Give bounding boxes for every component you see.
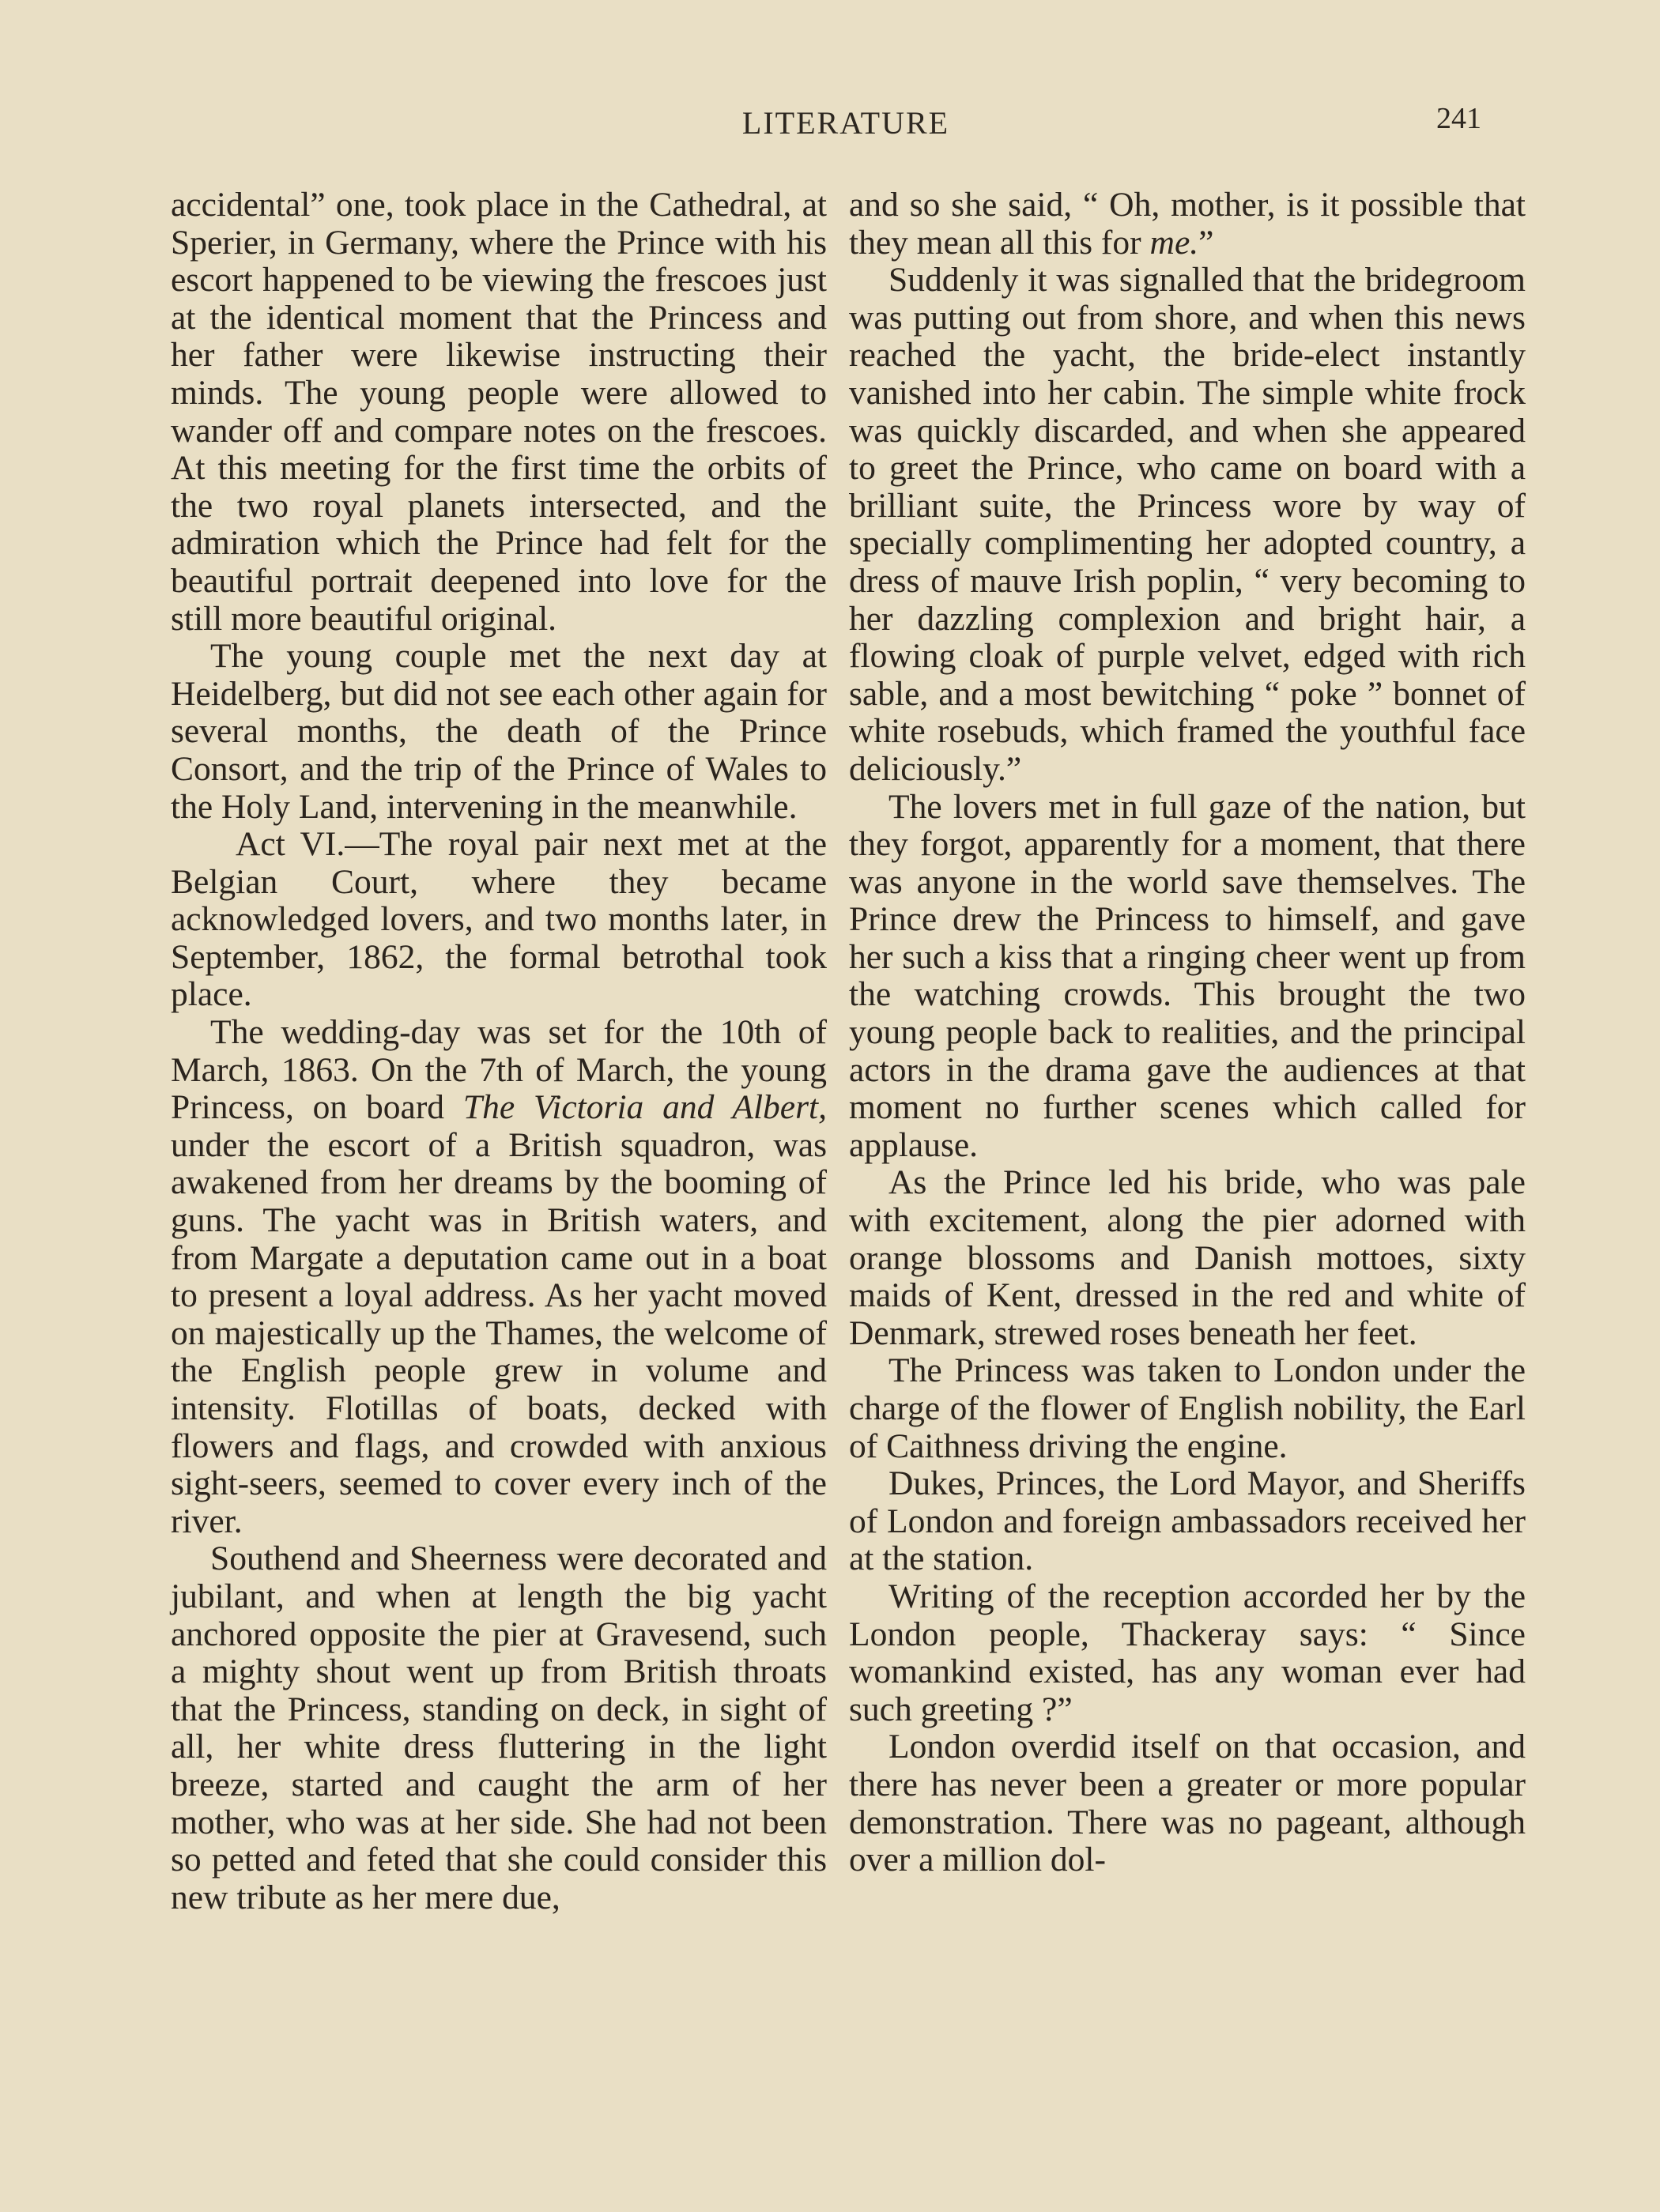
ship-name: The Victoria and Albert, xyxy=(462,1088,827,1127)
paragraph xyxy=(171,1014,827,1540)
paragraph: As the Prince led his bride, who was pale with excitement, along the pier adorned with orange blossoms and Danish mottoes, sixty maids of Kent, dressed in the red and white of Denmark, strewed roses beneath her feet. xyxy=(849,1163,1526,1352)
paragraph-text: ” xyxy=(1198,223,1214,262)
paragraph-text: The wedding-day was set for the 10th of March, 1863. On the 7th of March, the young Princess, on board xyxy=(171,1013,827,1127)
paragraph: Act VI.—The royal pair next met at the Belgian Court, where they became acknowledged lovers, and two months later, in September, 1862, the formal betrothal took place. xyxy=(171,825,827,1014)
paragraph: Southend and Sheerness were decorated and jubilant, and when at length the big yacht anchored opposite the pier at Gravesend, such a mighty shout went up from British throats that the Princess, standing on deck, in sight of all, her white dress fluttering in the light breeze, started and caught the arm of her mother, who was at her side. She had not been so petted and feted that she could consider this new tribute as her mere due, xyxy=(171,1539,827,1916)
paragraph: The lovers met in full gaze of the nation, but they forgot, apparently for a moment, that there was anyone in the world save themselves. The Prince drew the Princess to himself, and gave her such a kiss that a ringing cheer went up from the watching crowds. This brought the two young people back to realities, and the principal actors in the drama gave the audiences at that moment no further scenes which called for applause. xyxy=(849,787,1526,1164)
paragraph xyxy=(849,187,1526,262)
emphasis: me. xyxy=(1149,223,1199,262)
page-number: 241 xyxy=(1436,102,1481,135)
left-column xyxy=(171,187,827,1916)
paragraph-text: under the escort of a British squadron, was awakened from her dreams by the booming of guns. The yacht was in British waters, and from Margate a deputation came out in a boat to present a loyal address. As her yacht moved on majestically up the Thames, the welcome of the English people grew in volume and intensity. Flotillas of boats, decked with flowers and flags, and crowded with anxious sight-seers, seemed to cover every inch of the river. xyxy=(171,1125,827,1540)
paragraph: accidental” one, took place in the Cathedral, at Sperier, in Germany, where the Prince with his escort happened to be viewing the frescoes just at the identical moment that the Princess and her father were likewise instructing their minds. The young people were allowed to wander off and compare notes on the frescoes. At this meeting for the first time the orbits of the two royal planets intersected, and the admiration which the Prince had felt for the beautiful portrait deepened into love for the still more beautiful original. xyxy=(171,186,827,638)
right-column xyxy=(849,187,1526,1879)
paragraph: London overdid itself on that occasion, and there has never been a greater or more popular demonstration. There was no pageant, although over a million dol- xyxy=(849,1728,1526,1879)
paragraph-text: and so she said, “ Oh, mother, is it possible that they mean all this for xyxy=(849,186,1526,262)
paragraph: Dukes, Princes, the Lord Mayor, and Sheriffs of London and foreign ambassadors received her at the station. xyxy=(849,1464,1526,1578)
running-head: LITERATURE xyxy=(741,105,950,141)
page-header xyxy=(0,104,1660,152)
paragraph: The Princess was taken to London under the charge of the flower of English nobility, the Earl of Caithness driving the engine. xyxy=(849,1351,1526,1465)
paragraph: The young couple met the next day at Heidelberg, but did not see each other again for several months, the death of the Prince Consort, and the trip of the Prince of Wales to the Holy Land, intervening in the meanwhile. xyxy=(171,637,827,826)
paragraph: Writing of the reception accorded her by the London people, Thackeray says: “ Since womankind existed, has any woman ever had such greeting ?” xyxy=(849,1577,1526,1728)
paragraph: Suddenly it was signalled that the bridegroom was putting out from shore, and when this news reached the yacht, the bride-elect instantly vanished into her cabin. The simple white frock was quickly discarded, and when she appeared to greet the Prince, who came on board with a brilliant suite, the Princess wore by way of specially complimenting her adopted country, a dress of mauve Irish poplin, “ very becoming to her dazzling complexion and bright hair, a flowing cloak of purple velvet, edged with rich sable, and a most bewitching “ poke ” bonnet of white rosebuds, which framed the youthful face deliciously.” xyxy=(849,261,1526,788)
